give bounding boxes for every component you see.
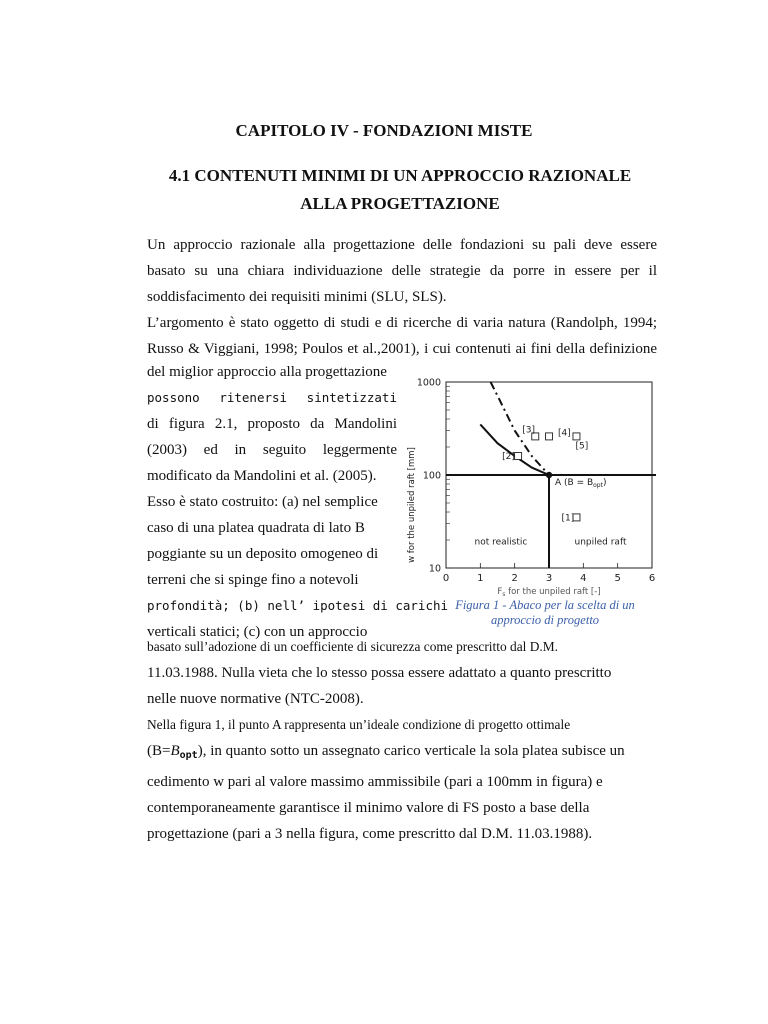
point-a-marker [546,472,552,478]
x-tick-label: 0 [442,573,450,584]
text-line: soddisfacimento dei requisiti minimi (SLU, SLS). [147,289,447,305]
data-square [546,433,553,440]
text-line: di figura 2.1, proposto da Mandolini [147,416,397,432]
text-line: basato sull’adozione di un coefficiente di sicurezza come prescritto dal D.M. [147,639,558,654]
figure-caption [420,598,670,628]
y-tick-label: 10 [428,563,441,575]
text-line: verticali statici; (c) con un approccio [147,624,368,640]
text-line [147,738,657,769]
y-axis-label: w for the unpiled raft [mm] [407,447,417,563]
paragraph-1 [147,232,657,362]
text-line: Russo & Viggiani, 1998; Poulos et al.,2001), i cui contenuti ai fini della definizione [147,341,657,357]
region-label-unpiled-raft: unpiled raft [574,537,627,548]
x-tick-label: 2 [511,573,518,584]
x-axis-label: $F_s$ for the unpiled raft [-] [497,587,601,598]
text-line: basato su una chiara individuazione delle strategie da porre in essere per il [147,263,657,279]
text-line: (2003) ed in seguito leggermente [147,442,397,458]
text-line: caso di una platea quadrata di lato B [147,520,365,536]
text-line: nelle nuove normative (NTC-2008). [147,691,364,707]
region-label-not-realistic: not realistic [474,537,528,548]
x-tick-label: 1 [477,573,484,584]
data-square-label: [5] [575,441,589,452]
point-a-label: A $(B = B_{opt})$ [555,478,607,489]
x-tick-label: 3 [545,573,553,584]
data-square-label: [4] [558,428,571,439]
text-line: Esso è stato costruito: (a) nel semplice [147,494,378,510]
section-title [0,162,768,218]
text-line: progettazione (pari a 3 nella figura, come prescritto dal D.M. 11.03.1988). [147,826,593,842]
x-axis-label-sub: s [502,591,506,598]
y-tick-label: 100 [422,470,441,482]
text-line: 11.03.1988. Nulla vieta che lo stesso possa essere adattato a quanto prescritto [147,665,612,681]
text-line: L’argomento è stato oggetto di studi e di ricerche di varia natura (Randolph, 1994; [147,315,657,331]
caption-line-2: approccio di progetto [490,613,600,627]
text-line: modificato da Mandolini et al. (2005). [147,468,377,484]
y-tick-label: 1000 [416,377,441,389]
text-fragment: ), in quanto sotto un assegnato carico verticale la sola platea subisce un [197,743,625,759]
series-line-dashdot [491,382,549,475]
text-line: poggiante su un deposito omogeneo di [147,546,379,562]
opt-subscript: opt [179,750,198,761]
x-tick-label: 5 [614,573,621,584]
text-fragment: (B= [147,743,171,759]
caption-line-1: Figura 1 - Abaco per la scelta di un [455,598,635,612]
chapter-title: CAPITOLO IV - FONDAZIONI MISTE [235,121,533,140]
data-square-label: [3] [522,425,536,436]
text-line: contemporaneamente garantisce il minimo valore di FS posto a base della [147,800,590,816]
x-tick-label: 4 [580,573,587,584]
text-line: profondità; (b) nell’ ipotesi di carichi [147,598,449,613]
text-line: terreni che si spinge fino a notevoli [147,572,359,588]
x-axis-label-rest: for the unpiled raft [-] [505,587,601,597]
data-square [573,433,580,440]
data-square [515,453,522,460]
text-line: del miglior approccio alla progettazione [147,364,387,380]
b-opt-symbol: B [170,743,180,759]
text-line: cedimento w pari al valore massimo ammissibile (pari a 100mm in figura) e [147,774,603,790]
text-line: possono ritenersi sintetizzati [147,390,397,405]
chart-figure [400,366,668,632]
text-line: Nella figura 1, il punto A rappresenta un’ideale condizione di progetto ottimale [147,717,571,732]
data-square-label: [2] [502,452,515,463]
x-tick-label: 6 [648,573,656,584]
point-a-label-sub: opt [593,482,603,489]
paragraph-3 [147,634,657,847]
text-line: Un approccio razionale alla progettazione delle fondazioni su pali deve essere [147,237,657,253]
section-title-line-1: 4.1 CONTENUTI MINIMI DI UN APPROCCIO RAZIONALE [168,166,632,185]
point-a-label-end: ) [602,478,607,488]
data-square-label: [1] [561,513,575,524]
section-title-line-2: ALLA PROGETTAZIONE [300,194,500,213]
